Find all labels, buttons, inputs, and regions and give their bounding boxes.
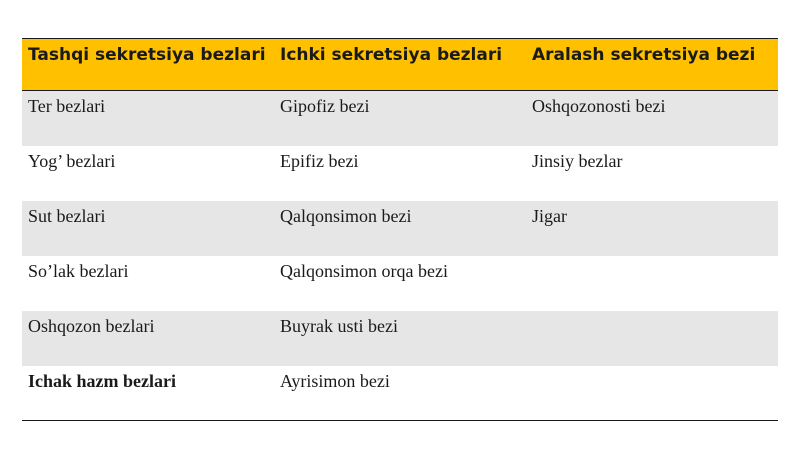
table-cell: So’lak bezlari (28, 260, 129, 281)
glands-table-container (22, 38, 778, 421)
header-mixed-secretion: Aralash sekretsiya bezi (532, 45, 756, 65)
table-cell: Oshqozon bezlari (28, 315, 155, 336)
table-cell: Oshqozonosti bezi (532, 96, 666, 116)
glands-table (22, 38, 778, 421)
table-row (22, 91, 778, 146)
header-external-secretion: Tashqi sekretsiya bezlari (28, 45, 266, 65)
table-cell (526, 311, 778, 366)
table-row (22, 311, 778, 366)
table-cell: Yog’ bezlari (28, 150, 116, 171)
table-cell: Gipofiz bezi (280, 96, 370, 116)
table-cell: Ter bezlari (28, 96, 106, 116)
table-cell: Buyrak usti bezi (280, 315, 398, 336)
table-cell: Qalqonsimon orqa bezi (280, 260, 448, 281)
table-cell (526, 366, 778, 421)
table-row (22, 256, 778, 311)
table-body (22, 91, 778, 421)
table-row (22, 366, 778, 421)
table-cell: Sut bezlari (28, 205, 106, 226)
table-cell: Jigar (532, 205, 567, 226)
table-cell: Ichak hazm bezlari (28, 370, 176, 391)
header-internal-secretion: Ichki sekretsiya bezlari (280, 45, 503, 65)
table-header (22, 39, 778, 91)
table-cell: Epifiz bezi (280, 150, 359, 171)
table-cell: Jinsiy bezlar (532, 150, 623, 171)
table-row (22, 201, 778, 256)
table-cell: Qalqonsimon bezi (280, 205, 412, 226)
table-cell (526, 256, 778, 311)
header-row (22, 39, 778, 91)
table-row (22, 146, 778, 201)
table-cell: Ayrisimon bezi (280, 370, 390, 391)
